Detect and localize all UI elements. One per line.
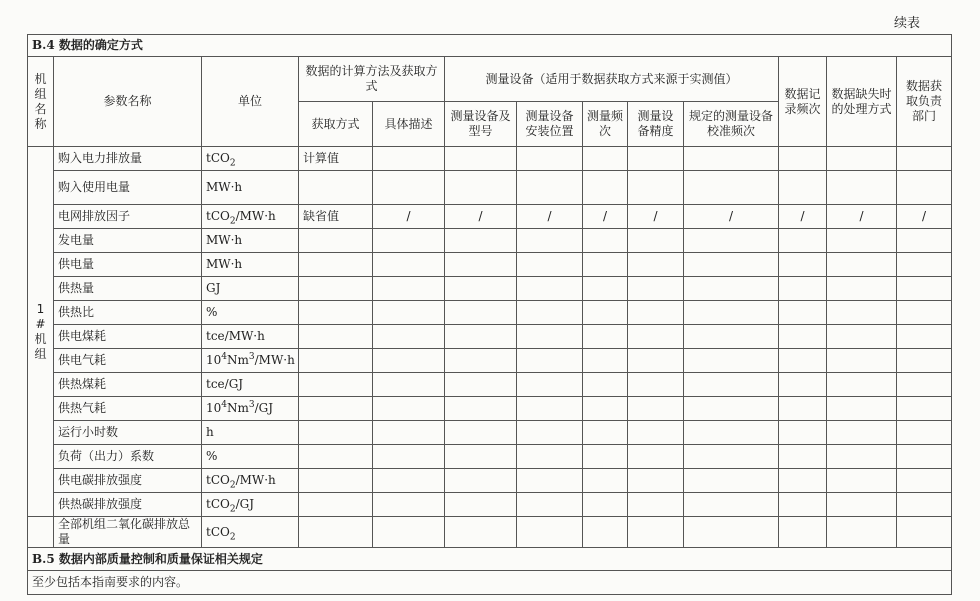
header-equip-model: 测量设备及型号	[445, 102, 517, 147]
empty-cell	[897, 147, 952, 171]
header-calib-freq: 规定的测量设备校准频次	[684, 102, 779, 147]
param-name-cell: 供电碳排放强度	[54, 469, 202, 493]
not-applicable-cell: /	[897, 205, 952, 229]
param-name-cell: 购入使用电量	[54, 171, 202, 205]
empty-cell	[897, 325, 952, 349]
empty-cell	[779, 397, 827, 421]
empty-cell	[373, 253, 445, 277]
header-measure-equipment: 测量设备（适用于数据获取方式来源于实测值）	[445, 57, 779, 102]
empty-cell	[583, 349, 628, 373]
empty-cell	[628, 325, 684, 349]
total-unit-cell: tCO$_2$	[202, 517, 299, 548]
empty-cell	[373, 421, 445, 445]
empty-cell	[628, 147, 684, 171]
header-unit: 单位	[202, 57, 299, 147]
empty-cell	[373, 493, 445, 517]
empty-cell	[373, 517, 445, 548]
empty-cell	[628, 229, 684, 253]
unit-cell: h	[202, 421, 299, 445]
empty-cell	[779, 517, 827, 548]
empty-cell	[827, 493, 897, 517]
empty-cell	[897, 253, 952, 277]
empty-cell	[445, 277, 517, 301]
empty-cell	[684, 421, 779, 445]
empty-cell	[827, 277, 897, 301]
header-install-location: 测量设备安装位置	[517, 102, 583, 147]
empty-cell	[445, 253, 517, 277]
table-row	[28, 421, 952, 445]
not-applicable-cell: /	[827, 205, 897, 229]
empty-cell	[897, 349, 952, 373]
empty-cell	[583, 229, 628, 253]
table-row	[28, 373, 952, 397]
unit-cell: tCO$_2$/GJ	[202, 493, 299, 517]
empty-cell	[779, 229, 827, 253]
empty-cell	[445, 325, 517, 349]
empty-cell	[897, 493, 952, 517]
empty-cell	[628, 397, 684, 421]
empty-cell	[897, 301, 952, 325]
empty-cell	[779, 493, 827, 517]
empty-cell	[779, 421, 827, 445]
acquire-method-cell	[299, 171, 373, 205]
empty-cell	[628, 277, 684, 301]
param-name-cell: 供热碳排放强度	[54, 493, 202, 517]
empty-cell	[827, 253, 897, 277]
unit-cell: $10^4Nm^3/GJ$	[202, 397, 299, 421]
header-measure-freq: 测量频次	[583, 102, 628, 147]
unit-cell: tCO$_2$/MW·h	[202, 469, 299, 493]
empty-cell	[628, 421, 684, 445]
param-name-cell: 供热气耗	[54, 397, 202, 421]
header-responsible-dept: 数据获取负责部门	[897, 57, 952, 147]
empty-cell	[779, 349, 827, 373]
empty-cell	[684, 147, 779, 171]
empty-cell	[628, 349, 684, 373]
empty-cell	[897, 421, 952, 445]
empty-cell	[517, 229, 583, 253]
empty-cell	[897, 469, 952, 493]
empty-cell	[445, 373, 517, 397]
empty-cell	[684, 229, 779, 253]
param-name-cell: 供电气耗	[54, 349, 202, 373]
empty-cell	[628, 373, 684, 397]
empty-cell	[517, 171, 583, 205]
empty-cell	[445, 421, 517, 445]
section-b5-body: 至少包括本指南要求的内容。	[28, 571, 952, 595]
empty-cell	[373, 171, 445, 205]
empty-cell	[583, 493, 628, 517]
empty-cell	[628, 445, 684, 469]
table-row	[28, 205, 952, 229]
param-name-cell: 供电量	[54, 253, 202, 277]
empty-cell	[583, 253, 628, 277]
empty-cell	[684, 171, 779, 205]
unit-cell: $10^4Nm^3/MW\cdot h$	[202, 349, 299, 373]
empty-cell	[517, 493, 583, 517]
section-b4-title: B.4 数据的确定方式	[28, 35, 952, 57]
unit-cell: tCO$_2$/MW·h	[202, 205, 299, 229]
empty-cell	[517, 517, 583, 548]
empty-cell	[445, 171, 517, 205]
empty-cell	[897, 517, 952, 548]
empty-cell	[897, 445, 952, 469]
table-row	[28, 253, 952, 277]
empty-cell	[517, 373, 583, 397]
table-row	[28, 445, 952, 469]
param-name-cell: 供热煤耗	[54, 373, 202, 397]
param-name-cell: 购入电力排放量	[54, 147, 202, 171]
header-param-name: 参数名称	[54, 57, 202, 147]
empty-cell	[779, 469, 827, 493]
empty-cell	[373, 469, 445, 493]
table-row	[28, 469, 952, 493]
empty-cell	[628, 301, 684, 325]
empty-cell	[373, 445, 445, 469]
unit-cell: %	[202, 445, 299, 469]
empty-cell	[684, 325, 779, 349]
header-equip-accuracy: 测量设备精度	[628, 102, 684, 147]
param-name-cell: 发电量	[54, 229, 202, 253]
empty-cell	[897, 171, 952, 205]
empty-cell	[517, 277, 583, 301]
empty-cell	[583, 397, 628, 421]
empty-cell	[779, 325, 827, 349]
empty-cell	[373, 373, 445, 397]
empty-cell	[445, 445, 517, 469]
unit-cell: %	[202, 301, 299, 325]
empty-cell	[684, 277, 779, 301]
empty-cell	[445, 517, 517, 548]
empty-cell	[628, 493, 684, 517]
empty-cell	[779, 373, 827, 397]
not-applicable-cell: /	[779, 205, 827, 229]
empty-cell	[827, 445, 897, 469]
empty-cell	[827, 469, 897, 493]
empty-cell	[628, 253, 684, 277]
empty-cell	[517, 445, 583, 469]
header-record-freq: 数据记录频次	[779, 57, 827, 147]
empty-cell	[684, 349, 779, 373]
unit-cell: MW·h	[202, 229, 299, 253]
empty-cell	[827, 349, 897, 373]
empty-cell	[684, 397, 779, 421]
empty-cell	[779, 301, 827, 325]
empty-cell	[517, 469, 583, 493]
empty-cell	[445, 349, 517, 373]
empty-cell	[445, 469, 517, 493]
empty-cell	[517, 253, 583, 277]
empty-cell	[684, 469, 779, 493]
param-name-cell: 供电煤耗	[54, 325, 202, 349]
not-applicable-cell: /	[445, 205, 517, 229]
empty-cell	[827, 301, 897, 325]
empty-cell	[779, 171, 827, 205]
not-applicable-cell: /	[628, 205, 684, 229]
acquire-method-cell	[299, 421, 373, 445]
empty-cell	[583, 421, 628, 445]
table-row	[28, 229, 952, 253]
empty-cell	[583, 517, 628, 548]
empty-cell	[897, 277, 952, 301]
empty-cell	[373, 301, 445, 325]
empty-cell	[28, 517, 54, 548]
acquire-method-cell	[299, 325, 373, 349]
header-unit-name: 机组名称	[28, 57, 54, 147]
empty-cell	[517, 349, 583, 373]
param-name-cell: 电网排放因子	[54, 205, 202, 229]
acquire-method-cell	[299, 253, 373, 277]
table-row	[28, 301, 952, 325]
empty-cell	[517, 421, 583, 445]
empty-cell	[445, 301, 517, 325]
unit-cell: tce/GJ	[202, 373, 299, 397]
not-applicable-cell: /	[517, 205, 583, 229]
acquire-method-cell	[299, 349, 373, 373]
empty-cell	[445, 493, 517, 517]
empty-cell	[684, 373, 779, 397]
header-acquire-method: 获取方式	[299, 102, 373, 147]
section-b5-title: B.5 数据内部质量控制和质量保证相关规定	[28, 548, 952, 571]
empty-cell	[684, 517, 779, 548]
empty-cell	[779, 253, 827, 277]
empty-cell	[827, 147, 897, 171]
empty-cell	[373, 349, 445, 373]
continued-label: 续表	[893, 16, 920, 31]
empty-cell	[373, 397, 445, 421]
acquire-method-cell	[299, 277, 373, 301]
not-applicable-cell: /	[583, 205, 628, 229]
param-name-cell: 负荷（出力）系数	[54, 445, 202, 469]
empty-cell	[373, 277, 445, 301]
empty-cell	[779, 445, 827, 469]
data-determination-table	[27, 34, 952, 595]
empty-cell	[684, 301, 779, 325]
acquire-method-cell: 计算值	[299, 147, 373, 171]
empty-cell	[583, 171, 628, 205]
acquire-method-cell	[299, 397, 373, 421]
empty-cell	[373, 229, 445, 253]
unit-cell: MW·h	[202, 253, 299, 277]
not-applicable-cell: /	[684, 205, 779, 229]
table-row	[28, 397, 952, 421]
param-name-cell: 供热量	[54, 277, 202, 301]
empty-cell	[897, 397, 952, 421]
empty-cell	[299, 517, 373, 548]
unit-cell: GJ	[202, 277, 299, 301]
empty-cell	[445, 147, 517, 171]
unit-cell: MW·h	[202, 171, 299, 205]
empty-cell	[628, 517, 684, 548]
empty-cell	[684, 493, 779, 517]
acquire-method-cell	[299, 493, 373, 517]
empty-cell	[445, 397, 517, 421]
param-name-cell: 供热比	[54, 301, 202, 325]
empty-cell	[373, 147, 445, 171]
empty-cell	[779, 277, 827, 301]
empty-cell	[827, 373, 897, 397]
unit-cell: tce/MW·h	[202, 325, 299, 349]
empty-cell	[628, 469, 684, 493]
header-calc-method: 数据的计算方法及获取方式	[299, 57, 445, 102]
table-row	[28, 349, 952, 373]
empty-cell	[583, 301, 628, 325]
empty-cell	[827, 421, 897, 445]
empty-cell	[373, 325, 445, 349]
param-name-cell: 运行小时数	[54, 421, 202, 445]
empty-cell	[583, 445, 628, 469]
empty-cell	[779, 147, 827, 171]
table-row	[28, 171, 952, 205]
header-missing-handling: 数据缺失时的处理方式	[827, 57, 897, 147]
table-row	[28, 493, 952, 517]
acquire-method-cell	[299, 373, 373, 397]
empty-cell	[583, 277, 628, 301]
empty-cell	[684, 253, 779, 277]
table-row	[28, 325, 952, 349]
empty-cell	[827, 517, 897, 548]
empty-cell	[517, 147, 583, 171]
empty-cell	[583, 373, 628, 397]
header-description: 具体描述	[373, 102, 445, 147]
empty-cell	[628, 171, 684, 205]
empty-cell	[897, 229, 952, 253]
empty-cell	[583, 147, 628, 171]
not-applicable-cell: /	[373, 205, 445, 229]
empty-cell	[827, 397, 897, 421]
acquire-method-cell	[299, 445, 373, 469]
empty-cell	[517, 325, 583, 349]
acquire-method-cell	[299, 229, 373, 253]
empty-cell	[684, 445, 779, 469]
empty-cell	[445, 229, 517, 253]
empty-cell	[827, 229, 897, 253]
table-row	[28, 147, 952, 171]
acquire-method-cell: 缺省值	[299, 205, 373, 229]
table-row	[28, 277, 952, 301]
unit-cell: tCO$_2$	[202, 147, 299, 171]
unit-group-label: 1 # 机 组	[28, 147, 54, 517]
empty-cell	[583, 325, 628, 349]
acquire-method-cell	[299, 469, 373, 493]
empty-cell	[517, 301, 583, 325]
empty-cell	[827, 325, 897, 349]
total-param-name: 全部机组二氧化碳排放总量	[54, 517, 202, 548]
empty-cell	[897, 373, 952, 397]
empty-cell	[827, 171, 897, 205]
total-row	[28, 517, 952, 548]
acquire-method-cell	[299, 301, 373, 325]
empty-cell	[517, 397, 583, 421]
empty-cell	[583, 469, 628, 493]
